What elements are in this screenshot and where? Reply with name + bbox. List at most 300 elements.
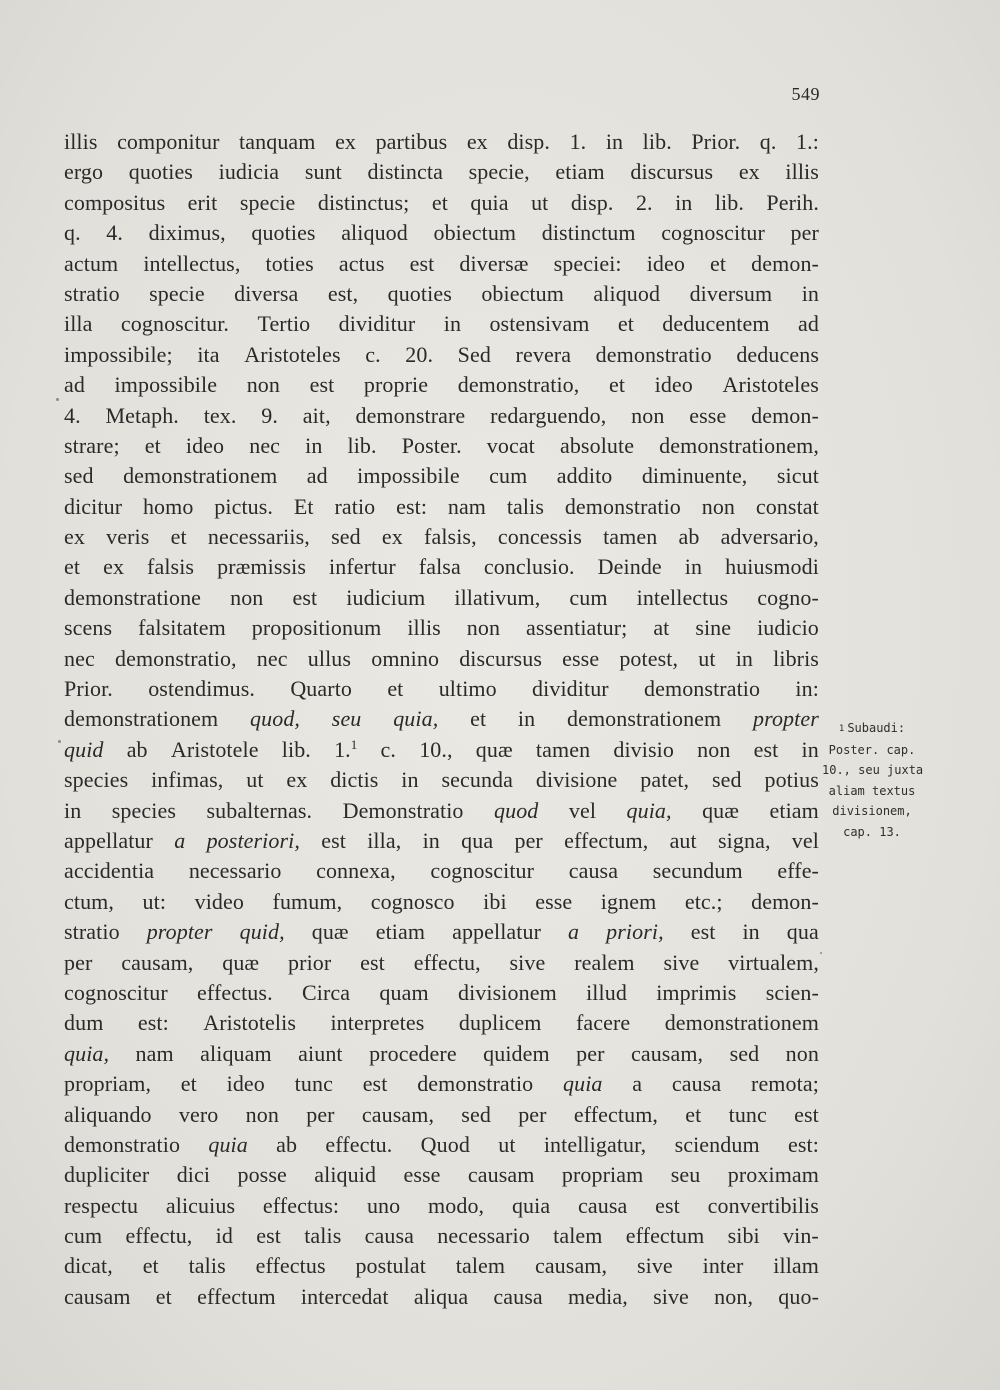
- word: causa: [671, 1071, 722, 1097]
- word: demon-: [751, 888, 819, 914]
- word: at: [653, 615, 670, 641]
- text-line: [64, 492, 819, 522]
- word: tunc: [728, 1101, 767, 1127]
- word: est: [794, 1101, 819, 1127]
- word: propter: [146, 919, 213, 945]
- word: quia,: [626, 797, 672, 823]
- word: distinctus;: [317, 189, 410, 215]
- word: necessariis,: [207, 524, 310, 550]
- word: nec: [249, 432, 281, 458]
- word: Aristoteles: [244, 341, 341, 367]
- word: vero: [178, 1101, 219, 1127]
- word: dici: [176, 1162, 211, 1188]
- word: non: [701, 493, 736, 519]
- word: causam,: [534, 1253, 608, 1279]
- word: Metaph.: [105, 402, 179, 428]
- word: iudicium: [346, 584, 426, 610]
- word: sed: [64, 463, 94, 489]
- text-line: [64, 279, 819, 309]
- word: ideo: [646, 250, 685, 276]
- word: dicat,: [64, 1253, 113, 1279]
- word: etiam: [375, 919, 426, 945]
- word: ex: [286, 767, 308, 793]
- word: aliquid: [314, 1162, 377, 1188]
- word: veris: [106, 524, 150, 550]
- word: divisione: [535, 767, 618, 793]
- word: necessario: [188, 858, 282, 884]
- word: nam: [447, 493, 487, 519]
- word: Tertio: [257, 311, 311, 337]
- text-line: [64, 522, 819, 552]
- word: quæ: [702, 797, 740, 823]
- text-line: [64, 887, 819, 917]
- word: est: [309, 372, 335, 398]
- word: speciei:: [553, 250, 622, 276]
- word: est: [690, 919, 716, 945]
- word: cognoscitur: [430, 858, 535, 884]
- word: tunc: [294, 1071, 333, 1097]
- word: 9.: [261, 402, 278, 428]
- footnote-line: Poster. cap.: [828, 742, 916, 757]
- word: sed: [461, 1101, 491, 1127]
- word: sed: [331, 524, 361, 550]
- word: est: [362, 1071, 388, 1097]
- word: in: [64, 797, 82, 823]
- word: et: [64, 554, 81, 580]
- word: cognosco: [370, 888, 455, 914]
- word: non: [697, 736, 731, 762]
- word: et: [142, 1253, 159, 1279]
- word: tanquam: [239, 129, 316, 154]
- text-line: [64, 1282, 819, 1312]
- word: illativum,: [454, 584, 541, 610]
- word: scien-: [765, 979, 819, 1005]
- word: seu: [670, 1162, 701, 1188]
- text-line: [64, 461, 819, 491]
- text-line: [64, 1069, 819, 1099]
- word: remota;: [751, 1071, 819, 1097]
- word: actus: [338, 250, 385, 276]
- word: demonstrationem: [567, 706, 722, 732]
- text-line: [64, 583, 819, 613]
- word: sine: [695, 615, 732, 641]
- word: falsitatem: [138, 615, 226, 641]
- word: in: [801, 736, 819, 762]
- text-line: [64, 370, 819, 400]
- text-line: [64, 188, 819, 218]
- word: quia: [563, 1071, 603, 1097]
- text-line: [64, 1100, 819, 1130]
- word: Perih.: [766, 189, 819, 215]
- paper-speck: [56, 398, 59, 401]
- word: a: [568, 919, 580, 945]
- word: ad: [797, 311, 819, 337]
- word: prior: [288, 949, 332, 975]
- word: omnino: [371, 645, 440, 671]
- word: sed: [711, 767, 742, 793]
- word: dictis: [330, 767, 379, 793]
- word: etiam: [555, 159, 605, 185]
- word: et: [180, 1071, 197, 1097]
- word: talem: [455, 1253, 506, 1279]
- word: Aristotelis: [203, 1010, 297, 1036]
- word: 1.:: [796, 129, 819, 154]
- text-line: [64, 856, 819, 886]
- word: quo-: [778, 1283, 819, 1309]
- word: præmissis: [217, 554, 307, 580]
- word: illa,: [367, 827, 402, 853]
- word: causa: [568, 858, 619, 884]
- word: causa: [578, 1192, 628, 1218]
- text-line: [64, 1221, 819, 1251]
- word: esse: [535, 888, 573, 914]
- word: quæ: [311, 919, 349, 945]
- word: postulat: [355, 1253, 426, 1279]
- word: ideo: [226, 1071, 265, 1097]
- word: infimas,: [151, 767, 224, 793]
- word: et: [387, 676, 404, 702]
- word: causam,: [121, 949, 194, 975]
- word: impossibile;: [64, 341, 173, 367]
- word: in: [605, 129, 624, 154]
- word: propositionum: [251, 615, 382, 641]
- word: demonstratio: [64, 1131, 181, 1157]
- footnote-line: 1 Subaudi:: [838, 721, 906, 735]
- word: 1.$^1$: [334, 736, 358, 762]
- word: ut: [531, 189, 549, 215]
- word: proprie: [363, 372, 429, 398]
- word: imprimis: [656, 979, 737, 1005]
- word: disp.: [507, 129, 551, 154]
- word: non: [631, 402, 665, 428]
- word: proximam: [727, 1162, 819, 1188]
- word: c.: [380, 736, 397, 762]
- word: a: [174, 827, 186, 853]
- word: demonstratio: [564, 493, 681, 519]
- text-line: [64, 340, 819, 370]
- word: est:: [137, 1010, 169, 1036]
- word: diversum: [689, 280, 773, 306]
- word: effe-: [777, 858, 819, 884]
- word: sive: [509, 949, 546, 975]
- text-line: [64, 674, 819, 704]
- word: specie: [239, 189, 296, 215]
- word: est,: [327, 280, 359, 306]
- word: et: [608, 372, 626, 398]
- word: media,: [568, 1283, 628, 1309]
- word: virtualem,: [728, 949, 819, 975]
- word: divisio: [613, 736, 674, 762]
- word: scens: [64, 615, 113, 641]
- footnote-marker: 1: [350, 736, 358, 752]
- word: connexa,: [316, 858, 396, 884]
- word: effectus: [255, 1253, 326, 1279]
- word: illis: [64, 129, 98, 154]
- word: facere: [575, 1010, 631, 1036]
- word: in: [401, 767, 419, 793]
- text-line: [64, 1130, 819, 1160]
- word: ctum,: [64, 888, 114, 914]
- word: ita: [197, 341, 220, 367]
- word: conclusio.: [483, 554, 575, 580]
- word: per: [576, 1040, 605, 1066]
- word: diversa: [234, 280, 299, 306]
- word: obiectum: [433, 220, 517, 246]
- word: lib.: [347, 432, 377, 458]
- word: dupliciter: [64, 1162, 150, 1188]
- word: quidem: [483, 1040, 550, 1066]
- word: demonstrationem: [664, 1010, 819, 1036]
- word: demon-: [751, 402, 819, 428]
- text-line: [64, 765, 819, 795]
- text-line: [64, 978, 819, 1008]
- word: ostensivam: [489, 311, 590, 337]
- word: cum: [569, 584, 608, 610]
- word: est: [256, 1223, 281, 1249]
- text-line: [64, 1160, 819, 1190]
- text-line: [64, 917, 819, 947]
- word: posteriori,: [206, 827, 300, 853]
- word: in: [801, 280, 819, 306]
- word: species: [64, 767, 129, 793]
- word: redarguendo,: [490, 402, 607, 428]
- word: quia: [470, 189, 509, 215]
- word: Poster.: [401, 432, 462, 458]
- word: discursus: [630, 159, 714, 185]
- word: quia,: [393, 706, 439, 732]
- word: secundum: [652, 858, 743, 884]
- word: sicut: [776, 463, 819, 489]
- word: est:: [787, 1131, 819, 1157]
- text-line: [64, 157, 819, 187]
- word: ideo: [654, 372, 693, 398]
- word: intelligatur,: [543, 1131, 647, 1157]
- word: revera: [515, 341, 572, 367]
- word: et: [155, 1283, 172, 1309]
- word: potius: [764, 767, 819, 793]
- word: sibi: [727, 1223, 760, 1249]
- word: demonstratio,: [457, 372, 580, 398]
- paper-speck: [820, 952, 822, 954]
- word: etc.;: [684, 888, 723, 914]
- word: aliquam: [200, 1040, 272, 1066]
- word: causam,: [361, 1101, 435, 1127]
- word: vocat: [486, 432, 535, 458]
- word: illud: [586, 979, 627, 1005]
- word: nec: [64, 645, 95, 671]
- word: huiusmodi: [725, 554, 819, 580]
- word: Demonstratio: [342, 797, 464, 823]
- text-line: [64, 948, 819, 978]
- word: quod,: [250, 706, 301, 732]
- word: et: [144, 432, 161, 458]
- word: in:: [795, 676, 819, 702]
- word: strare;: [64, 432, 120, 458]
- word: demonstratio,: [114, 645, 237, 671]
- word: compositus: [64, 189, 166, 215]
- word: Quod: [420, 1131, 470, 1157]
- word: 4.: [106, 220, 123, 246]
- word: libris: [773, 645, 819, 671]
- word: absolute: [559, 432, 635, 458]
- page-number: 549: [791, 84, 820, 104]
- word: sive: [636, 1253, 673, 1279]
- word: est: [321, 827, 346, 853]
- word: sive: [663, 949, 700, 975]
- word: esse: [403, 1162, 441, 1188]
- word: seu: [331, 706, 362, 732]
- word: ex: [103, 554, 125, 580]
- word: ratio: [334, 493, 376, 519]
- word: per: [790, 220, 819, 246]
- word: tamen: [603, 524, 658, 550]
- word: video: [194, 888, 244, 914]
- word: Quarto: [290, 676, 353, 702]
- word: adversario,: [720, 524, 819, 550]
- word: per: [514, 827, 543, 853]
- word: quia,: [64, 1040, 110, 1066]
- word: constat: [755, 493, 819, 519]
- word: vel: [568, 797, 597, 823]
- text-line: [64, 1008, 819, 1038]
- word: non: [246, 372, 280, 398]
- text-line: [64, 127, 819, 157]
- word: concessis: [497, 524, 582, 550]
- word: intellectus: [636, 584, 729, 610]
- word: intellectus,: [143, 250, 241, 276]
- word: accidentia: [64, 858, 155, 884]
- word: dividitur: [338, 311, 416, 337]
- text-line: [64, 735, 819, 765]
- word: et: [685, 1101, 702, 1127]
- word: partibus: [375, 129, 448, 154]
- word: ergo: [64, 159, 104, 185]
- text-line: [64, 796, 819, 826]
- word: est: [655, 1192, 680, 1218]
- text-line: [64, 431, 819, 461]
- word: divisionem: [458, 979, 557, 1005]
- word: ex: [466, 129, 488, 154]
- word: homo: [142, 493, 194, 519]
- paper-speck: [58, 740, 61, 743]
- word: Aristotele: [170, 736, 259, 762]
- footnote-line: 10., seu juxta: [822, 763, 924, 777]
- word: 20.: [405, 341, 434, 367]
- word: effectu,: [413, 949, 481, 975]
- word: stratio: [64, 280, 120, 306]
- word: quæ: [222, 949, 260, 975]
- word: vin-: [783, 1223, 819, 1249]
- word: demonstratione: [64, 584, 202, 610]
- word: specie: [149, 280, 205, 306]
- word: talis: [188, 1253, 226, 1279]
- word: tamen: [535, 736, 591, 762]
- text-line: [64, 401, 819, 431]
- word: q.: [64, 220, 81, 246]
- word: stratio: [64, 919, 120, 945]
- word: sciendum: [674, 1131, 760, 1157]
- word: etiam: [769, 797, 819, 823]
- word: demonstratio: [644, 676, 761, 702]
- word: Deinde: [597, 554, 662, 580]
- word: esse: [689, 402, 727, 428]
- word: non: [785, 1040, 819, 1066]
- word: per: [306, 1101, 335, 1127]
- word: in: [742, 919, 760, 945]
- word: convertibilis: [707, 1192, 819, 1218]
- word: et: [617, 311, 634, 337]
- word: addito: [556, 463, 613, 489]
- word: 4.: [64, 402, 81, 428]
- word: cogno-: [757, 584, 819, 610]
- word: ut: [698, 645, 716, 671]
- word: illa: [64, 311, 93, 337]
- word: non: [230, 584, 264, 610]
- word: in: [443, 311, 462, 337]
- word: quia: [208, 1131, 248, 1157]
- word: in: [735, 645, 753, 671]
- word: patet,: [640, 767, 690, 793]
- text-line: [64, 644, 819, 674]
- word: pictus.: [214, 493, 274, 519]
- word: demonstrare: [355, 402, 466, 428]
- word: appellatur: [452, 919, 542, 945]
- word: subalternas.: [206, 797, 313, 823]
- word: in: [675, 189, 693, 215]
- word: ut: [246, 767, 264, 793]
- word: sed: [729, 1040, 760, 1066]
- text-line: [64, 1191, 819, 1221]
- word: propter: [753, 706, 819, 732]
- word: ad: [64, 372, 85, 398]
- word: quia: [511, 1192, 551, 1218]
- word: illam: [773, 1253, 819, 1279]
- word: Sed: [457, 341, 491, 367]
- word: effectum: [197, 1283, 276, 1309]
- word: et: [710, 250, 727, 276]
- word: ostendimus.: [148, 676, 256, 702]
- text-line: [64, 218, 819, 248]
- word: causam: [467, 1162, 535, 1188]
- text-line: [64, 704, 819, 734]
- word: effectum: [625, 1223, 705, 1249]
- word: Et: [293, 493, 314, 519]
- word: 1.: [569, 129, 587, 154]
- text-line: [64, 826, 819, 856]
- word: nec: [256, 645, 288, 671]
- word: quam: [379, 979, 429, 1005]
- word: dum: [64, 1010, 104, 1036]
- word: nam: [135, 1040, 174, 1066]
- word: effectum,: [564, 827, 649, 853]
- word: toties: [265, 250, 314, 276]
- word: ab: [678, 524, 700, 550]
- word: talem: [553, 1223, 603, 1249]
- word: lib.: [281, 736, 311, 762]
- word: falsa: [418, 554, 461, 580]
- word: disp.: [570, 189, 614, 215]
- word: ad: [306, 463, 328, 489]
- word: componitur: [117, 129, 220, 154]
- word: cognoscitur.: [120, 311, 230, 337]
- word: deducens: [736, 341, 819, 367]
- word: cum: [489, 463, 528, 489]
- word: lib.: [714, 189, 744, 215]
- word: est: [360, 949, 385, 975]
- word: ait,: [302, 402, 331, 428]
- word: intercedat: [300, 1283, 389, 1309]
- word: aliquando: [64, 1101, 152, 1127]
